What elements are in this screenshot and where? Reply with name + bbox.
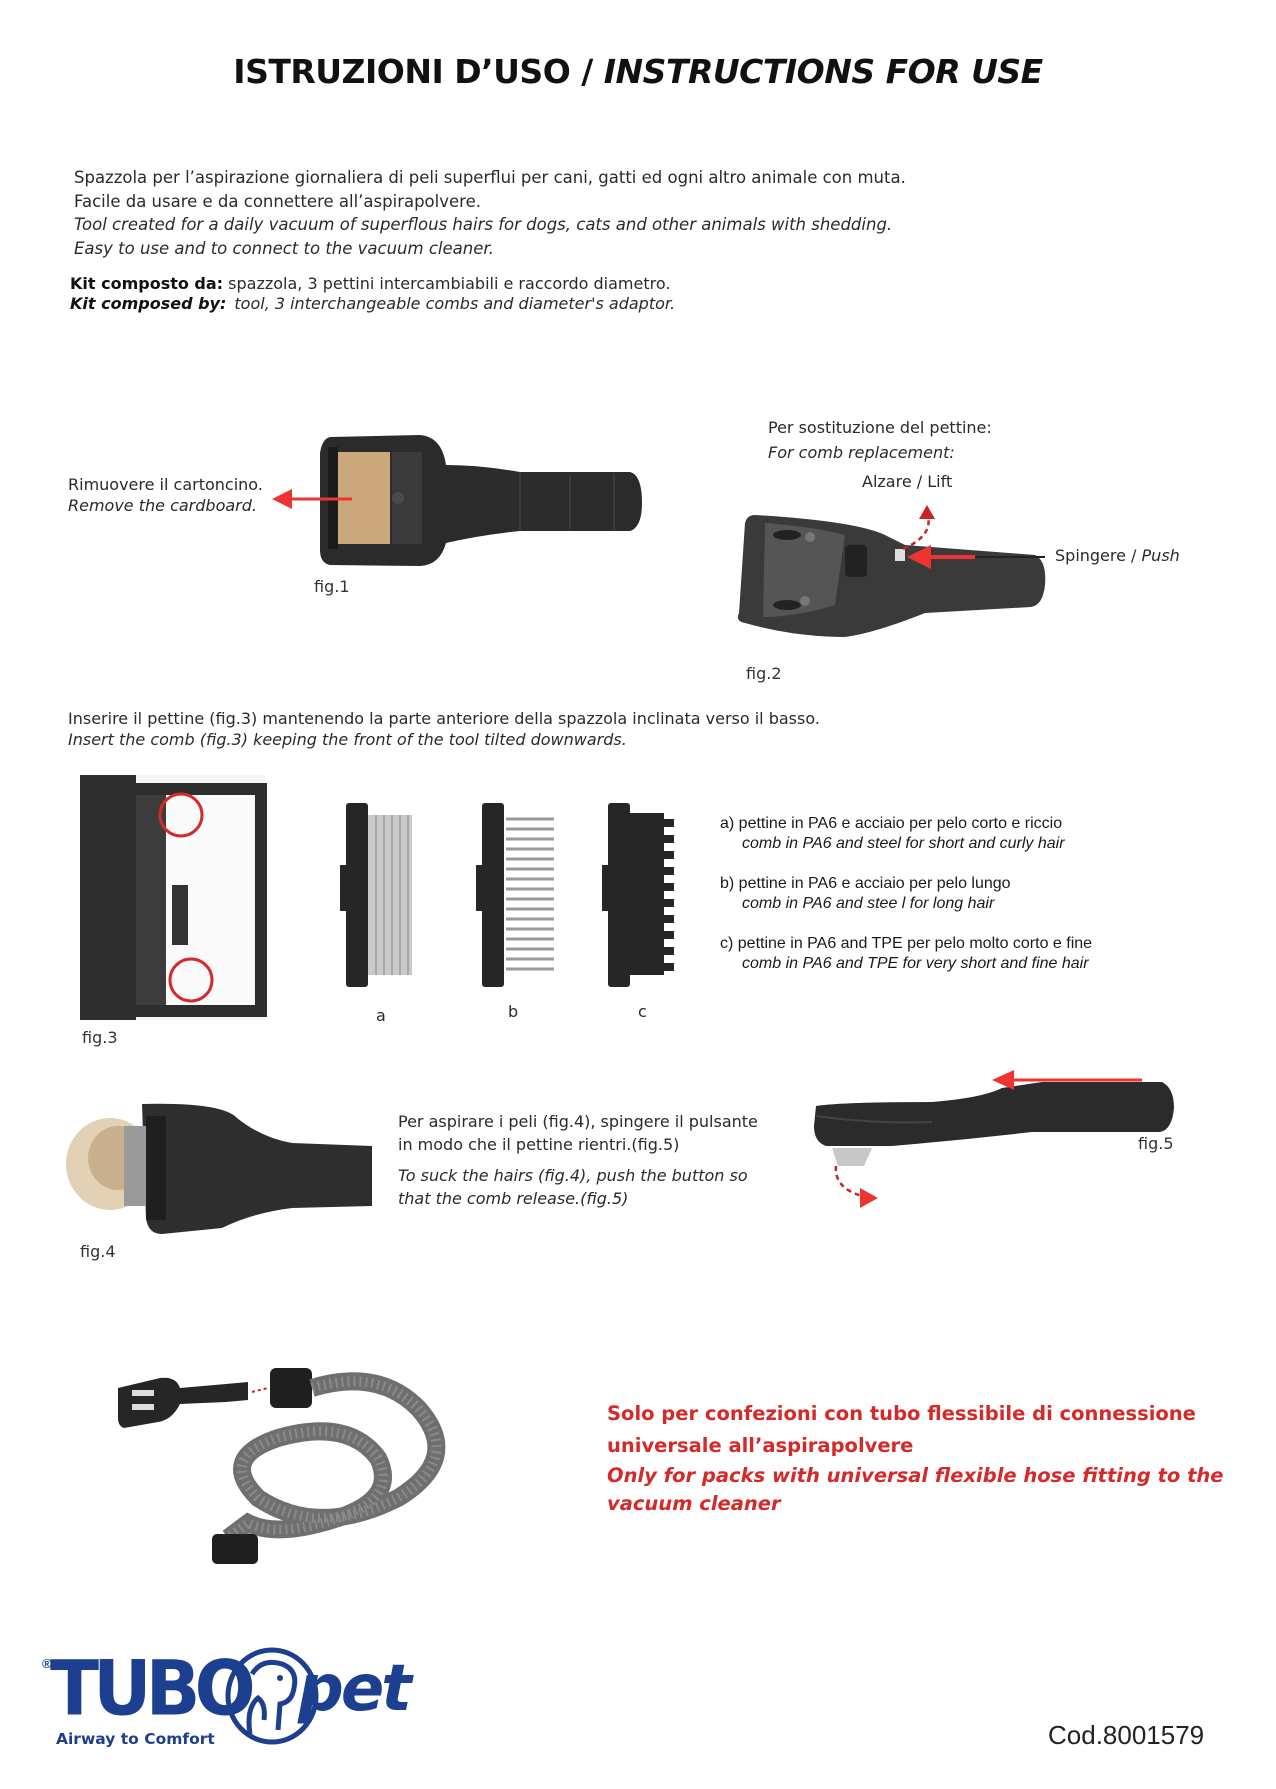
brand-logo [36, 1638, 436, 1758]
fig1-en: Remove the cardboard. [68, 496, 257, 515]
kit-en-text: tool, 3 interchangeable combs and diameter's adaptor. [234, 294, 676, 313]
push-it-text: Spingere / [1055, 546, 1142, 565]
fig1-tool-image [270, 425, 650, 575]
hose-note [607, 1398, 1224, 1518]
comb-a-it: a) pettine in PA6 e acciaio per pelo corto e riccio [720, 815, 1063, 832]
push-en-text: Push [1141, 546, 1180, 565]
title-it: ISTRUZIONI D’USO / [233, 52, 604, 91]
hose-note-en-2: vacuum cleaner [607, 1492, 781, 1515]
hose-note-it-1: Solo per confezioni con tubo flessibile di connessione [607, 1402, 1196, 1425]
fig2-instruction [768, 415, 992, 465]
kit-it-label: Kit composto da: [70, 274, 224, 293]
comb-a-image [340, 795, 420, 995]
comb-c-it: c) pettine in PA6 and TPE per pelo molto corto e fine [720, 935, 1093, 952]
fig2-caption: fig.2 [746, 664, 782, 683]
intro-text [74, 166, 906, 260]
fig5-release-arrow [836, 1166, 862, 1196]
brand-name: TUBO [50, 1643, 250, 1733]
intro-line-3: Tool created for a daily vacuum of superflous hairs for dogs, cats and other animals with shedding. [74, 215, 893, 234]
fig4-it-2: in modo che il pettine rientri.(fig.5) [398, 1135, 680, 1154]
fig4-tool-image [62, 1098, 372, 1238]
comb-a-en: comb in PA6 and steel for short and curly hair [742, 835, 1065, 852]
comb-b-en: comb in PA6 and stee l for long hair [742, 895, 995, 912]
registered-mark: ® [42, 1656, 52, 1671]
fig1-instruction [68, 474, 263, 516]
insert-en: Insert the comb (fig.3) keeping the front of the tool tilted downwards. [68, 730, 627, 749]
intro-line-1: Spazzola per l’aspirazione giornaliera di peli superflui per cani, gatti ed ogni altro animale con muta. [74, 168, 906, 187]
fig3-caption: fig.3 [82, 1028, 118, 1047]
brand-tagline: Airway to Comfort [56, 1730, 215, 1748]
hose-note-en-1: Only for packs with universal flexible hose fitting to the [607, 1464, 1224, 1487]
comb-c-en: comb in PA6 and TPE for very short and fine hair [742, 955, 1089, 972]
comb-a-label: a [376, 1006, 386, 1025]
intro-line-4: Easy to use and to connect to the vacuum cleaner. [74, 238, 494, 258]
intro-line-2: Facile da usare e da connettere all’aspirapolvere. [74, 191, 481, 211]
fig4-en-1: To suck the hairs (fig.4), push the button so [398, 1166, 748, 1185]
fig5-tool-image [812, 1068, 1182, 1218]
page-title [0, 52, 1276, 91]
comb-b-label: b [508, 1002, 519, 1021]
product-code: Cod.8001579 [1048, 1720, 1205, 1750]
kit-contents [70, 274, 675, 314]
hose-coil [228, 1381, 436, 1538]
kit-it-text: spazzola, 3 pettini intercambiabili e raccordo diametro. [223, 274, 671, 293]
fig2-lift-label [862, 472, 952, 491]
hose-image [118, 1348, 478, 1588]
comb-b-image [476, 795, 556, 995]
fig2-tool-image [735, 505, 1055, 645]
fig1-it: Rimuovere il cartoncino. [68, 475, 263, 494]
lift-text: Alzare / Lift [862, 472, 953, 491]
comb-c-image [602, 795, 682, 995]
hose-note-it-2: universale all’aspirapolvere [607, 1434, 914, 1457]
fig2-en: For comb replacement: [768, 443, 955, 462]
fig5-caption: fig.5 [1138, 1134, 1174, 1153]
fig4-en-2: that the comb release.(fig.5) [398, 1189, 629, 1208]
fig4-instruction [398, 1110, 758, 1210]
fig2-push-label [1055, 546, 1180, 565]
comb-c-description [720, 934, 1092, 974]
comb-b-it: b) pettine in PA6 e acciaio per pelo lungo [720, 875, 1011, 892]
kit-en-label: Kit composed by: [70, 294, 227, 313]
comb-b-description [720, 874, 1011, 914]
comb-c-label: c [638, 1002, 647, 1021]
fig4-caption: fig.4 [80, 1242, 116, 1261]
fig3-tool-image [80, 775, 265, 1020]
insert-it: Inserire il pettine (fig.3) mantenendo la parte anteriore della spazzola inclinata verso il basso. [68, 709, 820, 728]
fig2-it: Per sostituzione del pettine: [768, 418, 992, 437]
brand-suffix: pet [298, 1652, 409, 1726]
comb-a-description [720, 814, 1065, 854]
fig1-caption: fig.1 [314, 577, 350, 596]
insert-instruction [68, 708, 820, 750]
fig4-it-1: Per aspirare i peli (fig.4), spingere il pulsante [398, 1112, 758, 1131]
title-en: INSTRUCTIONS FOR USE [603, 52, 1043, 91]
